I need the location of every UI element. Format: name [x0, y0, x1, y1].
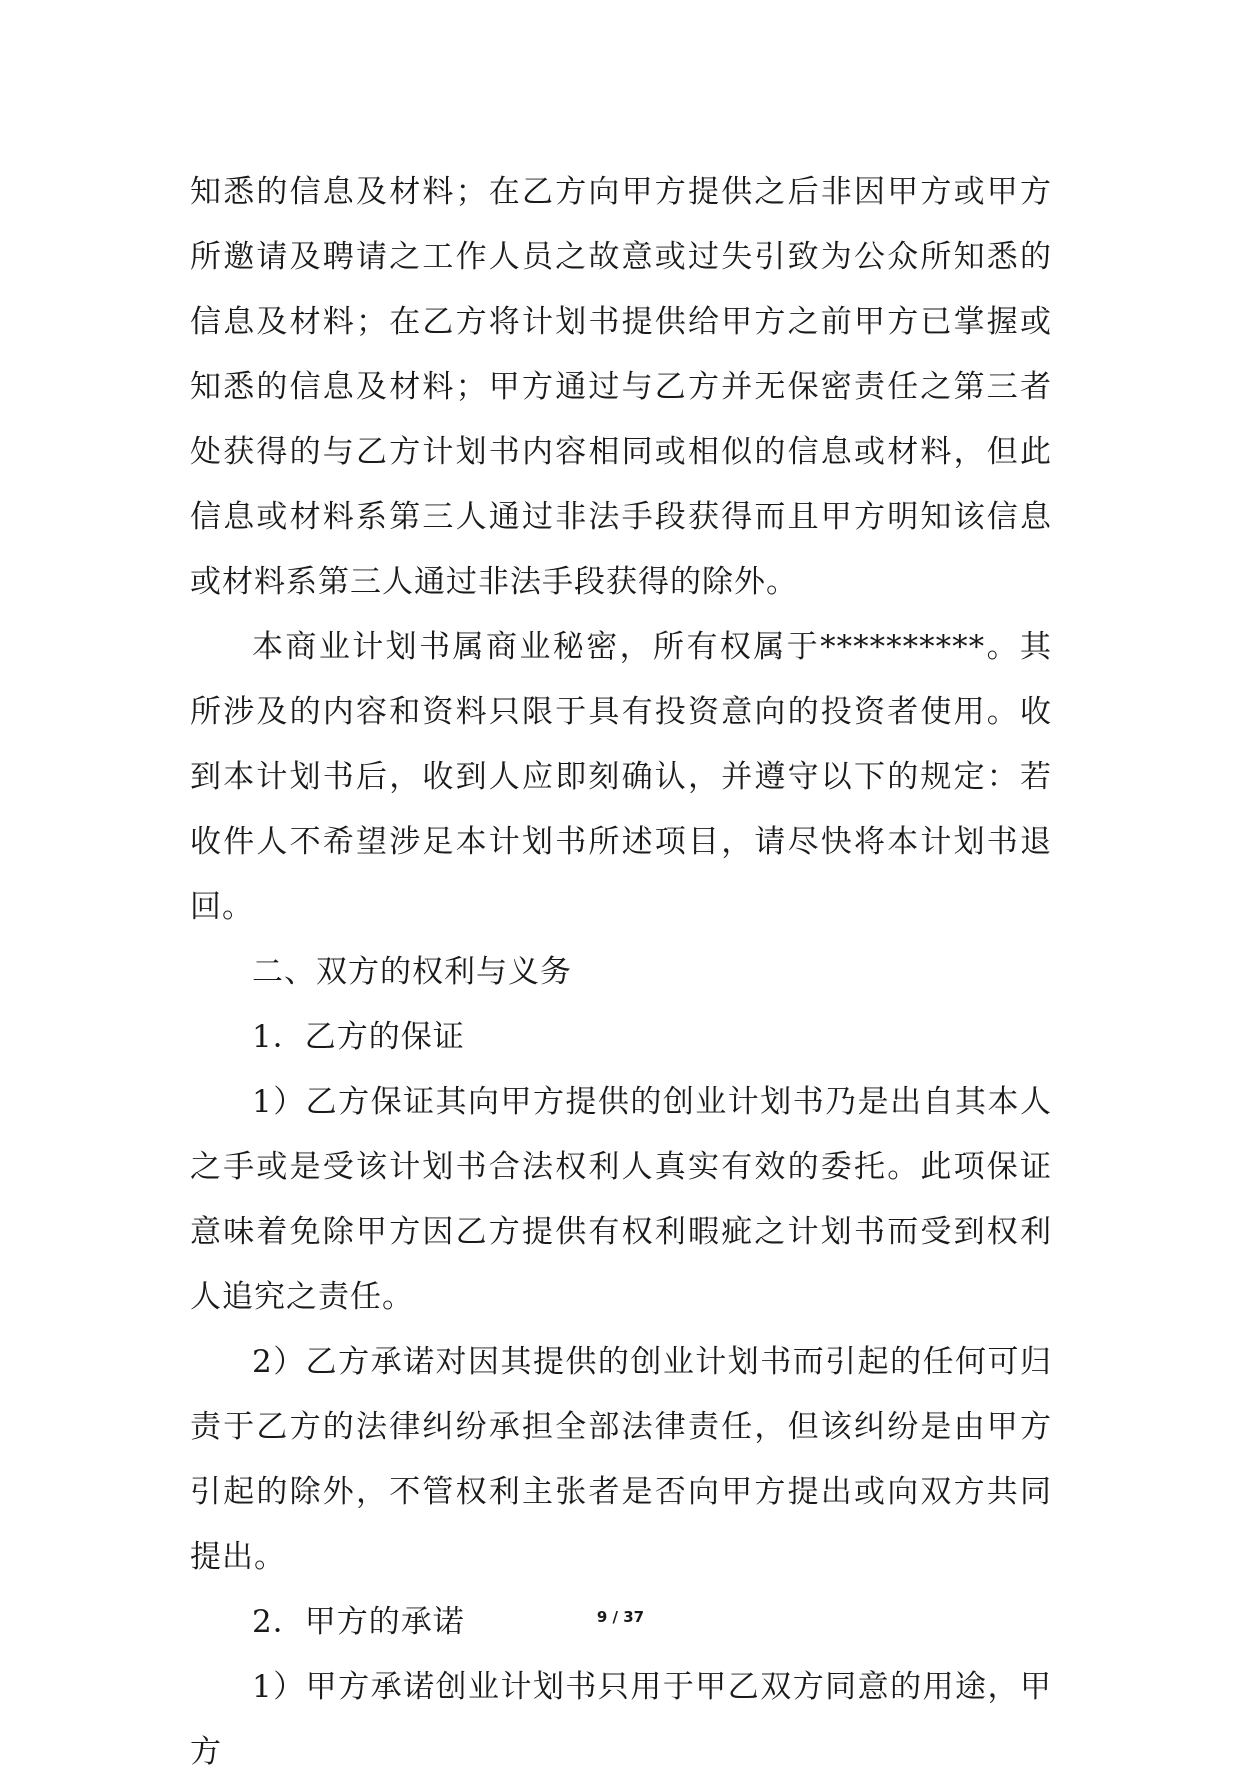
paragraph-guarantee-2: 2）乙方承诺对因其提供的创业计划书而引起的任何可归责于乙方的法律纠纷承担全部法律责任，但该纠纷是由甲方引起的除外，不管权利主张者是否向甲方提出或向双方共同提出。: [190, 1344, 1052, 1575]
paragraph-confidentiality-exceptions: 知悉的信息及材料；在乙方向甲方提供之后非因甲方或甲方所邀请及聘请之工作人员之故意或过失引致为公众所知悉的信息及材料；在乙方将计划书提供给甲方之前甲方已掌握或知悉的信息及材料；甲方通过与乙方并无保密责任之第三者处获得的与乙方计划书内容相同或相似的信息或材料，但此信息或材料系第三人通过非法手段获得而且甲方明知该信息或材料系第三人通过非法手段获得的除外。: [190, 174, 1052, 600]
section-heading-rights-obligations: 二、双方的权利与义务: [252, 954, 572, 990]
paragraph-trade-secret-notice: 本商业计划书属商业秘密，所有权属于**********。其所涉及的内容和资料只限于具有投资意向的投资者使用。收到本计划书后，收到人应即刻确认，并遵守以下的规定：若收件人不希望涉足本计划书所述项目，请尽快将本计划书退回。: [190, 629, 1052, 925]
subheading-party-b-guarantee: 1．乙方的保证: [252, 1019, 465, 1055]
paragraph-guarantee-1: 1）乙方保证其向甲方提供的创业计划书乃是出自其本人之手或是受该计划书合法权利人真实有效的委托。此项保证意味着免除甲方因乙方提供有权利暇疵之计划书而受到权利人追究之责任。: [190, 1084, 1052, 1315]
subheading-party-a-commitment: 2．甲方的承诺: [252, 1604, 465, 1640]
page-number: 9 / 37: [596, 1608, 645, 1626]
paragraph-commitment-1: 1）甲方承诺创业计划书只用于甲乙双方同意的用途，甲方: [190, 1669, 1052, 1770]
document-body: [190, 160, 1052, 1785]
